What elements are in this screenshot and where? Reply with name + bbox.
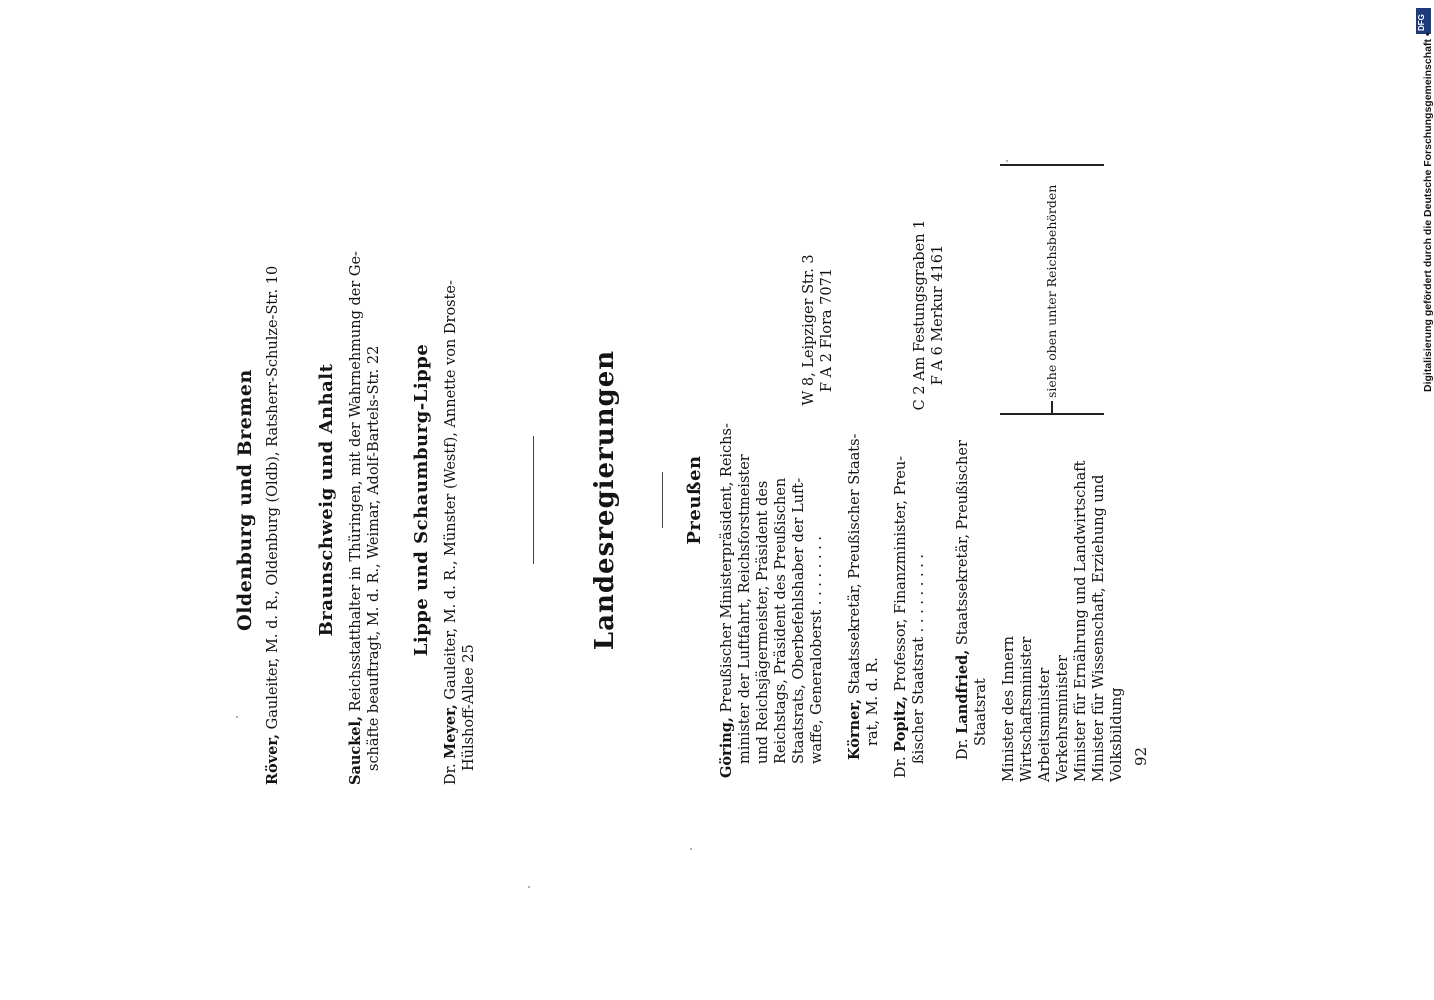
prefix-meyer: Dr. xyxy=(443,763,459,785)
address-popitz-phone: F A 6 Merkur 4161 xyxy=(930,244,946,386)
text-goering-line5: Staatsrats, Oberbefehlshaber der Luft- xyxy=(791,477,807,764)
heading-braunschweig-anhalt: Braunschweig und Anhalt xyxy=(316,363,337,637)
address-popitz xyxy=(911,215,947,415)
name-landfried: Landfried, xyxy=(954,649,971,734)
name-roever: Röver, xyxy=(264,733,281,785)
text-popitz-line2: ßischer Staatsrat . . . . . . . . . xyxy=(911,553,927,764)
name-meyer: Meyer, xyxy=(442,704,459,759)
text-roever: Gauleiter, M. d. R., Oldenburg (Oldb), Ratsherr-Schulze-Str. 10 xyxy=(265,265,281,730)
name-koerner: Körner, xyxy=(846,699,863,760)
minister-list xyxy=(1000,382,1126,782)
text-landfried-line1: Staatssekretär, Preußischer xyxy=(955,440,971,646)
text-sauckel-line2: schäfte beauftragt, M. d. R., Weimar, Adolf-Bartels-Str. 22 xyxy=(366,345,382,771)
minister-item: Verkehrsminister xyxy=(1055,655,1071,782)
name-popitz: Popitz, xyxy=(892,696,909,752)
text-goering-line3: und Reichsjägermeister, Präsident des xyxy=(755,480,771,764)
entry-goering xyxy=(718,418,826,778)
entry-koerner xyxy=(846,420,882,760)
address-goering-street: W 8, Leipziger Str. 3 xyxy=(801,254,817,406)
dfg-sponsor-text: Digitalisierung gefördert durch die Deutsche Forschungsgemeinschaft • xyxy=(1422,32,1434,392)
text-landfried-line2: Staatsrat xyxy=(973,678,989,746)
brace-right xyxy=(1000,165,1104,167)
page-number: 92 xyxy=(1132,746,1150,766)
text-goering-line1: Preußischer Ministerpräsident, Reichs- xyxy=(719,423,735,713)
brace-tip xyxy=(1051,401,1053,415)
entry-sauckel xyxy=(347,185,383,785)
prefix-landfried: Dr. xyxy=(955,738,971,760)
text-meyer-line1: Gauleiter, M. d. R., Münster (Westf), Annette von Droste- xyxy=(443,280,459,700)
text-sauckel-line1: Reichsstatthalter in Thüringen, mit der Wahrnehmung der Ge- xyxy=(348,251,364,712)
heading-divider xyxy=(662,472,663,528)
text-goering-line2: minister der Luftfahrt, Reichsforstmeister xyxy=(737,454,753,764)
text-goering-line6: waffe, Generaloberst . . . . . . . . xyxy=(809,536,825,764)
text-koerner-line1: Staatssekretär, Preußischer Staats- xyxy=(847,433,863,695)
name-sauckel: Sauckel, xyxy=(347,715,364,785)
entry-roever xyxy=(264,195,282,785)
entry-meyer xyxy=(442,185,478,785)
entry-popitz xyxy=(892,418,928,778)
scan-speck xyxy=(528,886,530,888)
address-goering xyxy=(800,245,836,415)
section-divider xyxy=(533,436,534,564)
heading-lippe: Lippe und Schaumburg-Lippe xyxy=(411,343,432,657)
text-meyer-line2: Hülshoff-Allee 25 xyxy=(461,644,477,771)
dfg-logo xyxy=(1416,8,1431,34)
name-goering: Göring, xyxy=(718,717,735,778)
minister-item: Arbeitsminister xyxy=(1037,667,1053,782)
minister-item: Wirtschaftsminister xyxy=(1019,636,1035,782)
heading-landesregierungen: Landesregierungen xyxy=(590,349,620,651)
prefix-popitz: Dr. xyxy=(893,756,909,778)
address-popitz-street: C 2 Am Festungsgraben 1 xyxy=(912,219,928,411)
scan-speck xyxy=(236,716,238,718)
scan-speck xyxy=(1006,160,1008,162)
minister-item: Minister für Ernährung und Landwirtschaft xyxy=(1073,460,1089,782)
entry-landfried xyxy=(954,420,990,760)
heading-oldenburg-bremen: Oldenburg und Bremen xyxy=(234,369,256,631)
heading-preussen: Preußen xyxy=(684,455,705,545)
brace-note: siehe oben unter Reichsbehörden xyxy=(1044,184,1059,398)
scan-speck xyxy=(690,848,692,850)
text-goering-line4: Reichstags, Präsident des Preußischen xyxy=(773,477,789,764)
dfg-logo-text: DFG xyxy=(1417,14,1426,31)
address-goering-phone: F A 2 Flora 7071 xyxy=(819,267,835,393)
minister-item: Minister des Innern xyxy=(1001,635,1017,782)
minister-item: Minister für Wissenschaft, Erziehung und Volksbildung xyxy=(1091,474,1125,782)
text-popitz-line1: Professor, Finanzminister, Preu- xyxy=(893,455,909,692)
text-koerner-line2: rat, M. d. R. xyxy=(865,657,881,746)
